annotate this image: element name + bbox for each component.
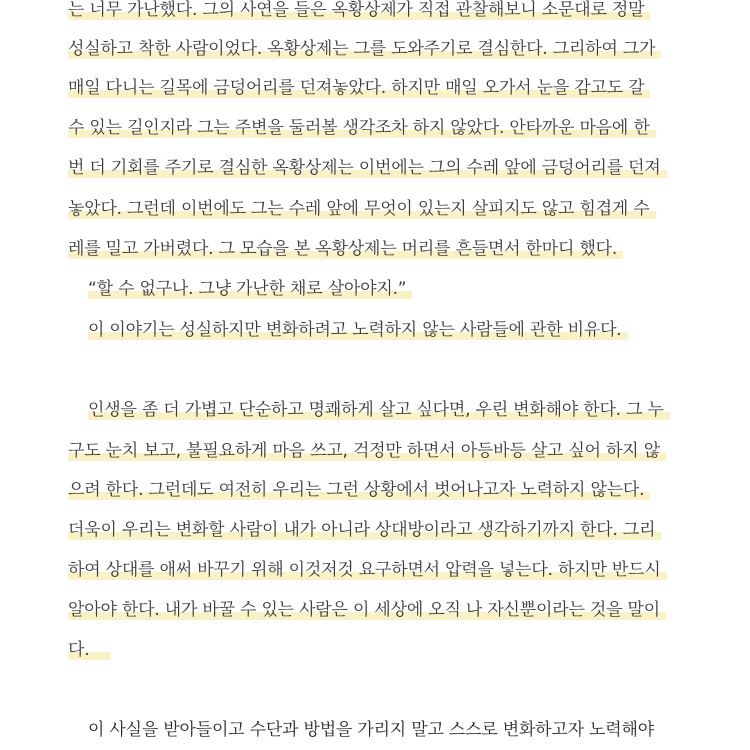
highlighted-text: 번 더 기회를 주기로 결심한 옥황상제는 이번에는 그의 수레 앞에 금덩어리를 던져	[68, 158, 667, 178]
text-line	[68, 68, 650, 108]
text-line	[68, 29, 661, 69]
highlighted-text: 다.	[68, 640, 111, 660]
highlighted-text: 성실하고 착한 사람이었다. 옥황상제는 그를 도와주기로 결심한다. 그리하여 그가	[68, 39, 661, 59]
text-line	[68, 590, 666, 630]
highlighted-text: 이 이야기는 성실하지만 변화하려고 노력하지 않는 사람들에 관한 비유다.	[88, 320, 628, 340]
text-line	[68, 431, 666, 471]
highlighted-text: 인생을 좀 더 가볍고 단순하고 명쾌하게 살고 싶다면, 우린 변화해야 한다. 그 누	[88, 400, 670, 420]
plain-text: 이 사실을 받아들이고 수단과 방법을 가리지 말고 스스로 변화하고자 노력해야	[88, 720, 654, 740]
text-line	[68, 630, 111, 670]
text-line	[68, 0, 650, 30]
text-line	[88, 310, 628, 350]
text-line	[88, 710, 654, 750]
highlighted-text: 는 너무 가난했다. 그의 사연을 들은 옥황상제가 직접 관찰해보니 소문대로 정말	[68, 0, 650, 20]
text-line	[68, 148, 667, 188]
highlighted-text: 알아야 한다. 내가 바꿀 수 있는 사람은 이 세상에 오직 나 자신뿐이라는 것을 말이	[68, 600, 666, 620]
text-line	[68, 510, 661, 550]
highlighted-text: 매일 다니는 길목에 금덩어리를 던져놓았다. 하지만 매일 오가서 눈을 감고도 갈	[68, 78, 650, 98]
highlighted-text: 더욱이 우리는 변화할 사람이 내가 아니라 상대방이라고 생각하기까지 한다. 그리	[68, 520, 661, 540]
highlighted-text: 으려 한다. 그런데도 여전히 우리는 그런 상황에서 벗어나고자 노력하지 않는다.	[68, 480, 650, 500]
highlighted-text: “할 수 없구나. 그냥 가난한 채로 살아야지.”	[88, 279, 412, 299]
quote-line	[88, 269, 412, 309]
highlighted-text: 레를 밀고 가버렸다. 그 모습을 본 옥황상제는 머리를 흔들면서 한마디 했다.	[68, 239, 623, 259]
highlighted-text: 수 있는 길인지라 그는 주변을 둘러볼 생각조차 하지 않았다. 안타까운 마음에 한	[68, 118, 656, 138]
text-line	[68, 229, 623, 269]
text-line	[68, 108, 656, 148]
highlighted-text: 구도 눈치 보고, 불필요하게 마음 쓰고, 걱정만 하면서 아등바등 살고 싶어 하지 않	[68, 441, 666, 461]
text-line	[68, 470, 650, 510]
text-line	[68, 550, 667, 590]
text-line	[68, 189, 656, 229]
highlighted-text: 하여 상대를 애써 바꾸기 위해 이것저것 요구하면서 압력을 넣는다. 하지만 반드시	[68, 560, 667, 580]
highlighted-text: 놓았다. 그런데 이번에도 그는 수레 앞에 무엇이 있는지 살피지도 않고 힘겹게 수	[68, 199, 656, 219]
text-line	[88, 390, 670, 430]
